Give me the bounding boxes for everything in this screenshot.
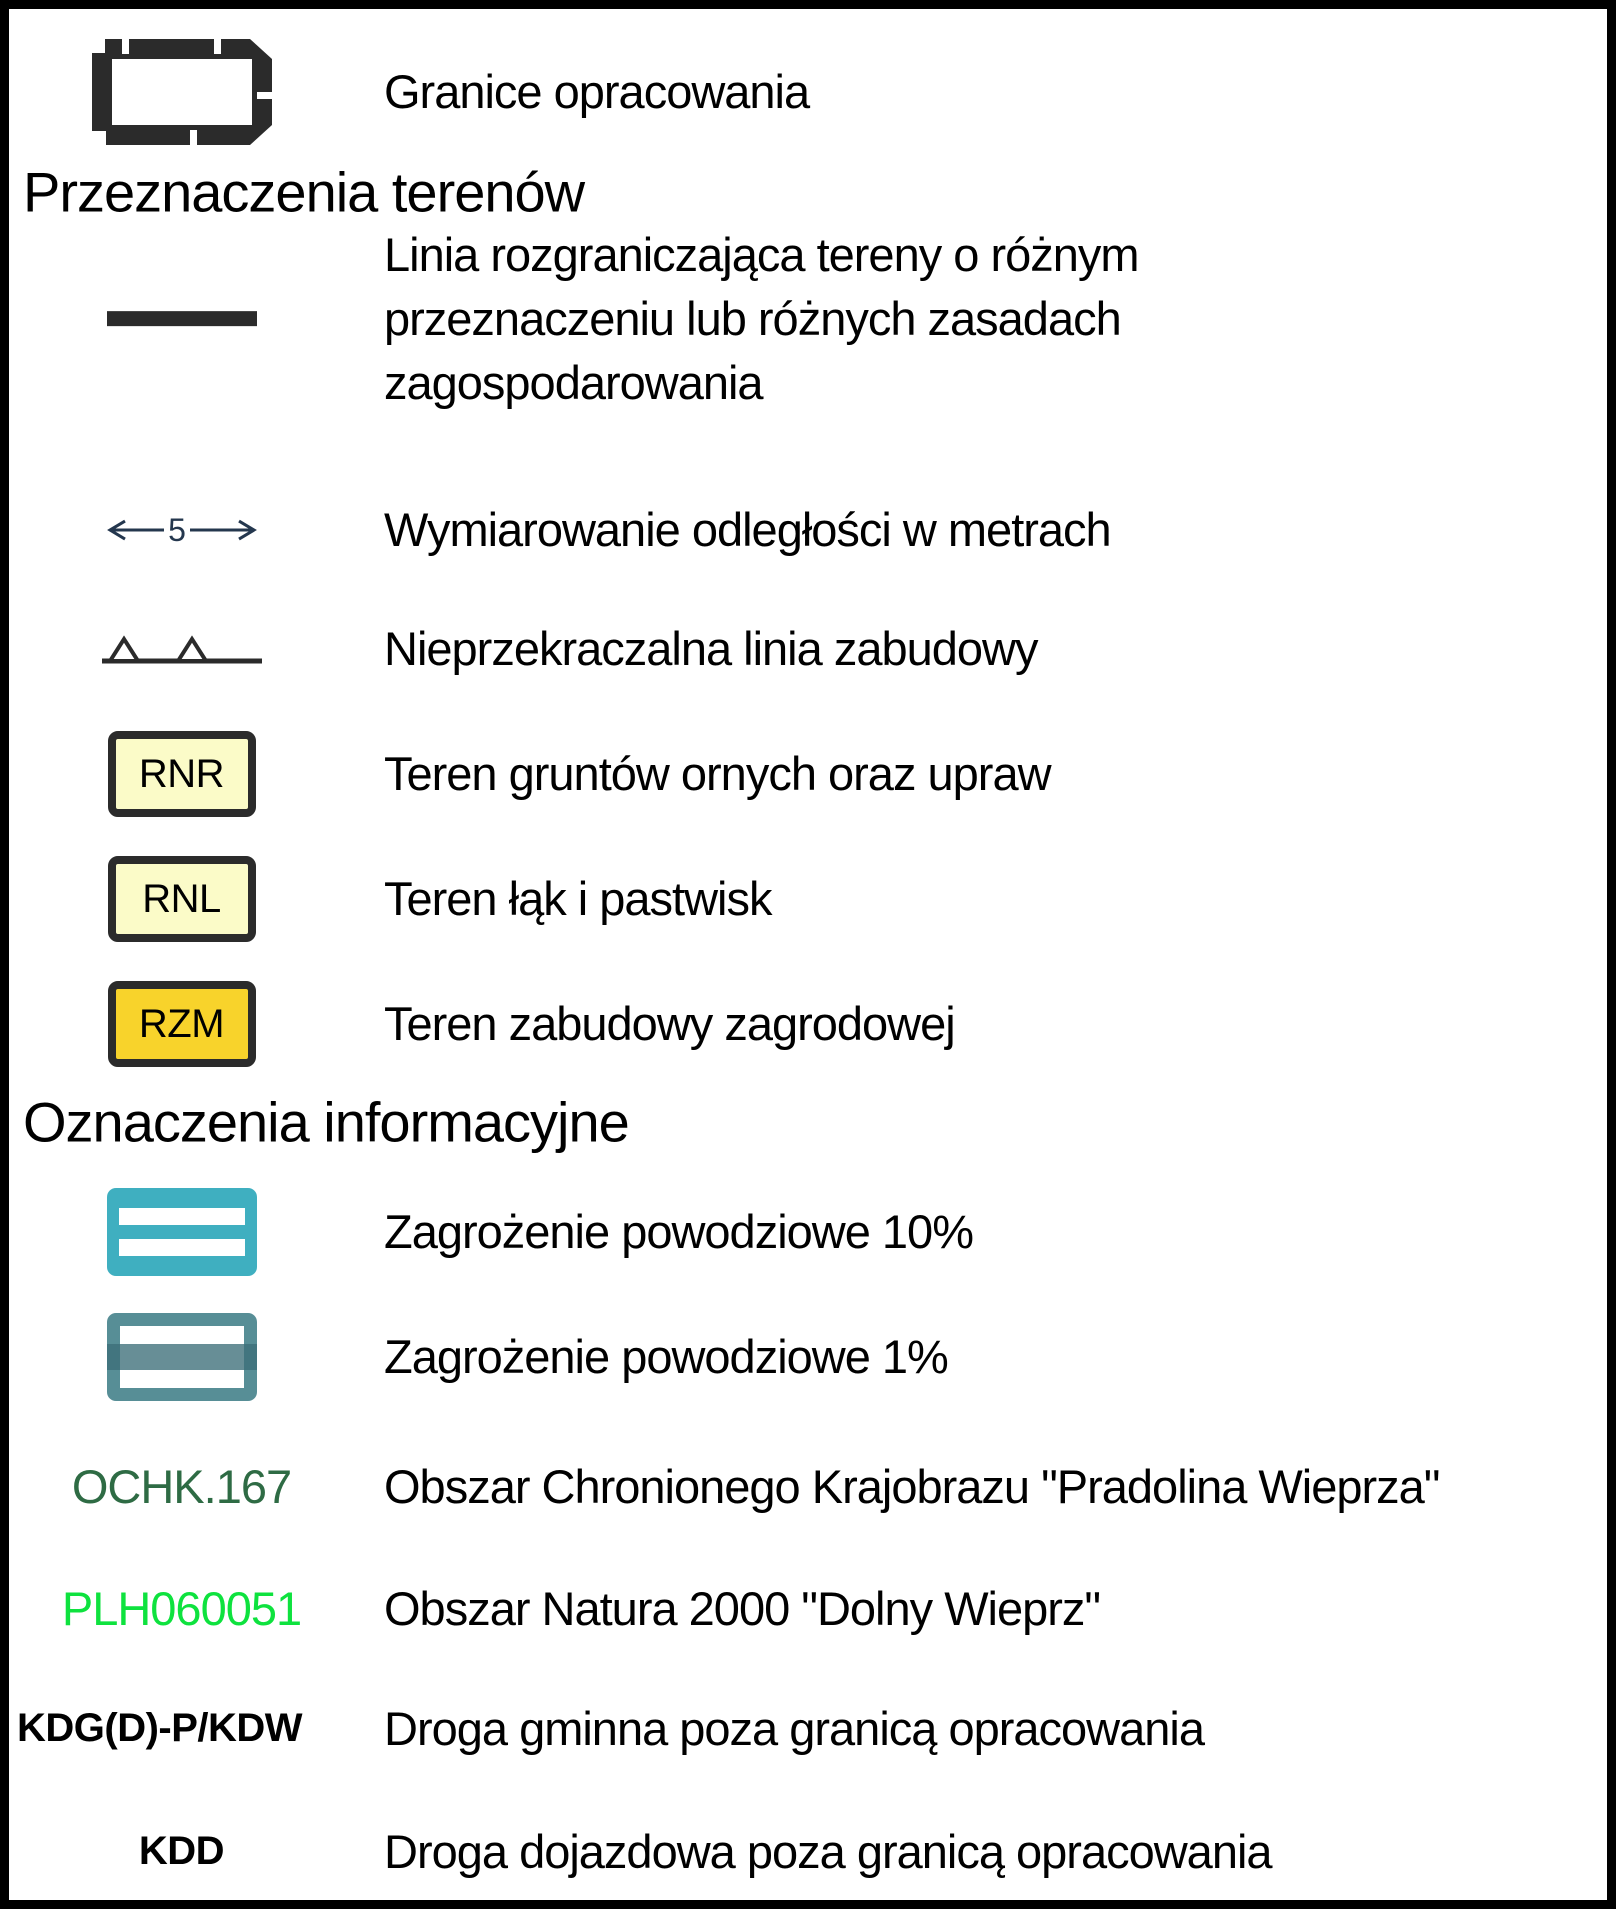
plh-label: Obszar Natura 2000 "Dolny Wieprz" xyxy=(384,1582,1101,1636)
flood-1-symbol xyxy=(9,1313,354,1401)
zone-rzm-box xyxy=(108,981,256,1067)
flood-10-symbol xyxy=(9,1188,354,1276)
kdd-code-cell xyxy=(9,1830,354,1875)
plh-code: PLH060051 xyxy=(61,1582,302,1636)
legend-row-dividing-line xyxy=(9,223,1607,415)
ochk-code: OCHK.167 xyxy=(71,1460,292,1514)
kdd-label: Droga dojazdowa poza granicą opracowania xyxy=(384,1825,1272,1879)
dividing-line-label-line1: Linia rozgraniczająca tereny o różnym xyxy=(384,228,1139,282)
building-line-icon xyxy=(102,630,262,668)
flood-1-icon xyxy=(107,1313,257,1401)
section-heading-info: Oznaczenia informacyjne xyxy=(23,1090,629,1154)
zone-rnl-box xyxy=(108,856,256,942)
boundary-symbol xyxy=(9,39,354,145)
boundary-label: Granice opracowania xyxy=(384,65,810,119)
building-line-label: Nieprzekraczalna linia zabudowy xyxy=(384,622,1038,676)
flood-10-stripe xyxy=(119,1208,245,1225)
ochk-code-cell xyxy=(9,1460,354,1515)
dividing-line-label xyxy=(384,223,1139,415)
legend-row-dimension xyxy=(9,498,1607,562)
dimension-label: Wymiarowanie odległości w metrach xyxy=(384,503,1111,557)
section-heading-land-use: Przeznaczenia terenów xyxy=(23,160,585,224)
zone-rnr-label: Teren gruntów ornych oraz upraw xyxy=(384,747,1051,801)
dimension-symbol xyxy=(9,508,354,552)
dimension-arrow-icon xyxy=(107,508,257,552)
zone-rnl-label: Teren łąk i pastwisk xyxy=(384,872,772,926)
flood-10-icon xyxy=(107,1188,257,1276)
legend-row-kdd xyxy=(9,1820,1607,1884)
legend-row-flood-10 xyxy=(9,1188,1607,1276)
legend-row-ochk xyxy=(9,1455,1607,1519)
legend-row-boundary xyxy=(9,39,1607,145)
kdg-code-cell xyxy=(9,1707,354,1752)
kdg-code: KDG(D)-P/KDW xyxy=(17,1706,303,1751)
legend-row-kdg xyxy=(9,1697,1607,1761)
dividing-line-label-line3: zagospodarowania xyxy=(384,355,763,409)
legend-row-zone-rzm xyxy=(9,981,1607,1067)
building-line-symbol xyxy=(9,630,354,668)
zone-rnr-box xyxy=(108,731,256,817)
zone-rnr-symbol xyxy=(9,731,354,817)
legend-row-plh xyxy=(9,1577,1607,1641)
flood-1-band xyxy=(107,1344,257,1370)
dividing-line-label-line2: przeznaczeniu lub różnych zasadach xyxy=(384,292,1121,346)
plan-boundary-icon xyxy=(92,39,272,145)
flood-10-stripe xyxy=(119,1239,245,1256)
dimension-value: 5 xyxy=(167,512,186,548)
legend-row-flood-1 xyxy=(9,1313,1607,1401)
zone-rnl-code: RNL xyxy=(142,876,221,921)
dividing-line-symbol xyxy=(9,312,354,327)
flood-1-label: Zagrożenie powodziowe 1% xyxy=(384,1330,948,1384)
zone-rzm-symbol xyxy=(9,981,354,1067)
legend-row-zone-rnr xyxy=(9,731,1607,817)
kdd-code: KDD xyxy=(138,1829,225,1874)
zone-rzm-code: RZM xyxy=(138,1001,225,1046)
kdg-label: Droga gminna poza granicą opracowania xyxy=(384,1702,1204,1756)
zone-rnr-code: RNR xyxy=(138,751,225,796)
thick-line-icon xyxy=(107,312,257,327)
legend-row-zone-rnl xyxy=(9,856,1607,942)
ochk-label: Obszar Chronionego Krajobrazu "Pradolina Wieprza" xyxy=(384,1460,1440,1514)
zone-rnl-symbol xyxy=(9,856,354,942)
plh-code-cell xyxy=(9,1582,354,1637)
flood-10-label: Zagrożenie powodziowe 10% xyxy=(384,1205,973,1259)
zone-rzm-label: Teren zabudowy zagrodowej xyxy=(384,997,955,1051)
legend-row-building-line xyxy=(9,617,1607,681)
